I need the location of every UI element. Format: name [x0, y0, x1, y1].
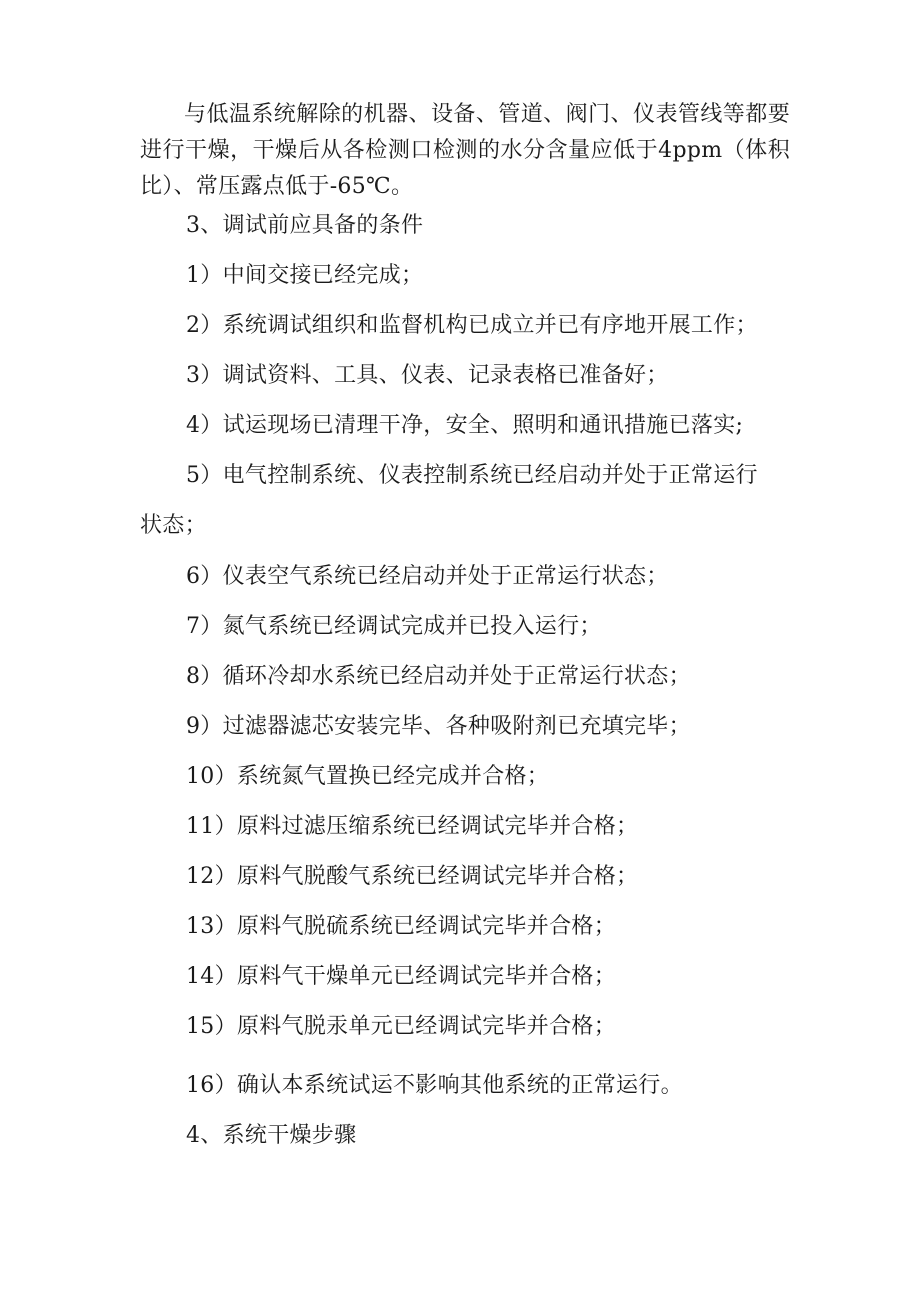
- condition-4: 4）试运现场已清理干净，安全、照明和通讯措施已落实;: [186, 413, 744, 438]
- condition-15: 15）原料气脱汞单元已经调试完毕并合格；: [186, 1014, 616, 1039]
- condition-11: 11）原料过滤压缩系统已经调试完毕并合格；: [186, 814, 639, 839]
- condition-13: 13）原料气脱硫系统已经调试完毕并合格；: [186, 914, 616, 939]
- condition-9: 9）过滤器滤芯安装完毕、各种吸附剂已充填完毕；: [186, 714, 691, 739]
- section-3-heading: 3、调试前应具备的条件: [186, 213, 424, 238]
- intro-paragraph: 与低温系统解除的机器、设备、管道、阀门、仪表管线等都要进行干燥，干燥后从各检测口检测的水分含量应低于4ppm（体积比）、常压露点低于-65℃。: [140, 102, 790, 199]
- condition-3: 3）调试资料、工具、仪表、记录表格已准备好；: [186, 363, 669, 388]
- condition-1: 1）中间交接已经完成；: [186, 263, 424, 288]
- condition-8: 8）循环冷却水系统已经启动并处于正常运行状态；: [186, 664, 691, 689]
- condition-6: 6）仪表空气系统已经启动并处于正常运行状态；: [186, 564, 669, 589]
- condition-7: 7）氮气系统已经调试完成并已投入运行；: [186, 614, 602, 639]
- condition-14: 14）原料气干燥单元已经调试完毕并合格；: [186, 964, 616, 989]
- condition-2: 2）系统调试组织和监督机构已成立并已有序地开展工作；: [186, 313, 758, 338]
- condition-12: 12）原料气脱酸气系统已经调试完毕并合格；: [186, 864, 639, 889]
- section-4-heading: 4、系统干燥步骤: [186, 1123, 357, 1148]
- condition-10: 10）系统氮气置换已经完成并合格；: [186, 764, 550, 789]
- condition-5-continued: 状态；: [140, 513, 207, 538]
- condition-5: 5）电气控制系统、仪表控制系统已经启动并处于正常运行: [186, 463, 758, 488]
- condition-16: 16）确认本系统试运不影响其他系统的正常运行。: [186, 1073, 683, 1098]
